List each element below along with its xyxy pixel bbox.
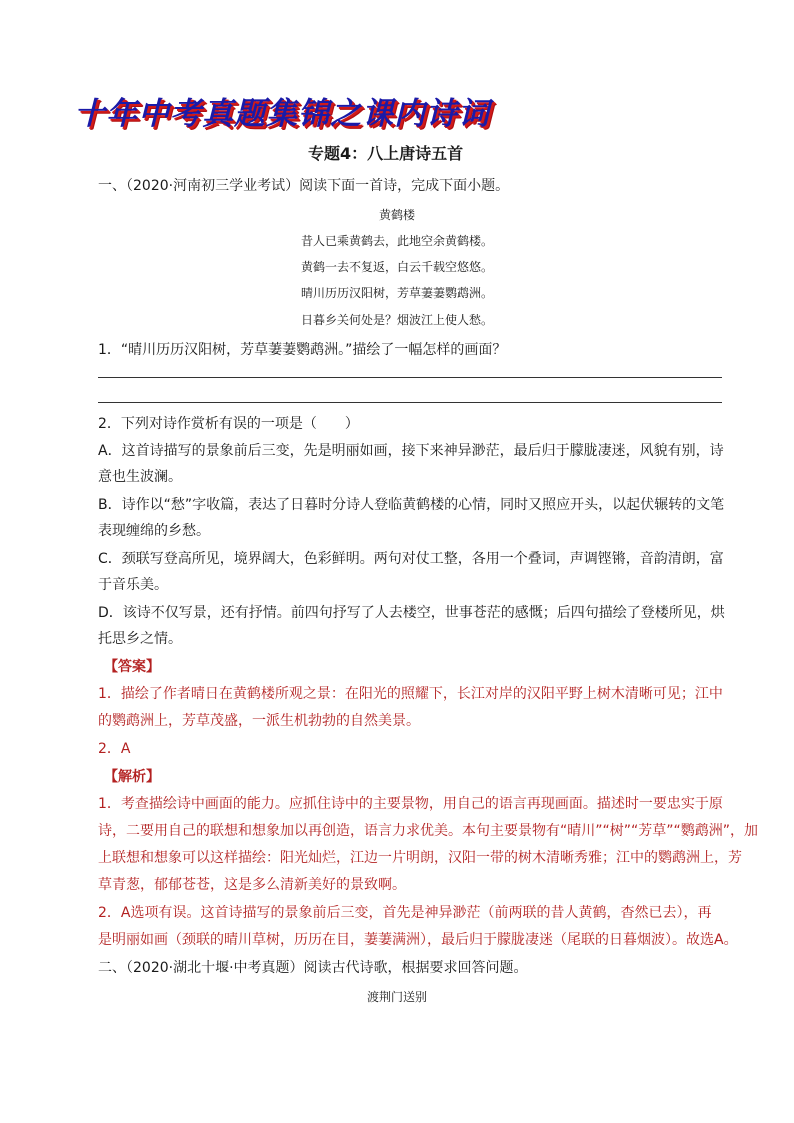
option-a-cont: 意也生波澜。 — [98, 469, 182, 485]
answer-line — [98, 402, 722, 403]
analysis-line: 草青葱，郁郁苍苍，这是多么清新美好的景致啊。 — [98, 877, 406, 893]
question-1: 1．“晴川历历汉阳树，芳草萋萋鹦鹉洲。”描绘了一幅怎样的画面？ — [98, 342, 507, 358]
option-c-cont: 于音乐美。 — [98, 577, 168, 593]
series-banner: 十年中考真题集锦之课内诗词 — [74, 96, 490, 132]
analysis-tag: 【解析】 — [104, 769, 160, 785]
poem-line: 黄鹤一去不复返，白云千载空悠悠。 — [300, 260, 493, 274]
analysis-line: 上联想和想象可以这样描绘：阳光灿烂，江边一片明朗，汉阳一带的树木清晰秀雅；江中的鹦鹉洲上，芳 — [98, 850, 742, 866]
analysis-line: 是明丽如画（颈联的晴川草树，历历在目，萋萋满洲），最后归于朦胧凄迷（尾联的日暮烟波）。故选A。 — [98, 932, 738, 948]
option-d: D．该诗不仅写景，还有抒情。前四句抒写了人去楼空，世事苍茫的感慨；后四句描绘了登楼所见，烘 — [98, 605, 725, 621]
q1-intro: 一、（2020·河南初三学业考试）阅读下面一首诗，完成下面小题。 — [98, 178, 510, 194]
option-b: B．诗作以“愁”字收篇，表达了日暮时分诗人登临黄鹤楼的心情，同时又照应开头，以起伏辗转的文笔 — [98, 497, 725, 513]
option-a: A．这首诗描写的景象前后三变，先是明丽如画，接下来神异渺茫，最后归于朦胧凄迷，风貌有别，诗 — [98, 443, 724, 459]
question-2: 2．下列对诗作赏析有误的一项是（ ） — [98, 416, 359, 432]
poem-line: 昔人已乘黄鹤去，此地空余黄鹤楼。 — [300, 234, 493, 248]
poem-line: 日暮乡关何处是？烟波江上使人愁。 — [300, 313, 493, 327]
q2-intro: 二、（2020·湖北十堰·中考真题）阅读古代诗歌，根据要求回答问题。 — [98, 960, 528, 976]
analysis-line: 2．A选项有误。这首诗描写的景象前后三变，首先是神异渺茫（前两联的昔人黄鹤，杳然已去），再 — [98, 905, 712, 921]
poem-line: 晴川历历汉阳树，芳草萋萋鹦鹉洲。 — [300, 286, 493, 300]
poem-title: 黄鹤楼 — [378, 208, 415, 222]
q2-poem-title: 渡荆门送别 — [366, 990, 427, 1004]
topic-title: 专题4：八上唐诗五首 — [308, 144, 464, 163]
option-c: C．颈联写登高所见，境界阔大，色彩鲜明。两句对仗工整，各用一个叠词，声调铿锵，音韵清朗，富 — [98, 551, 724, 567]
answer-line — [98, 377, 722, 378]
answer-line-text: 1．描绘了作者晴日在黄鹤楼所观之景：在阳光的照耀下，长江对岸的汉阳平野上树木清晰可见；江中 — [98, 686, 723, 702]
analysis-line: 1．考查描绘诗中画面的能力。应抓住诗中的主要景物，用自己的语言再现画面。描述时一要忠实于原 — [98, 796, 723, 812]
answer-tag: 【答案】 — [104, 659, 160, 675]
answer-line-text: 2．A — [98, 741, 131, 757]
analysis-line: 诗，二要用自己的联想和想象加以再创造，语言力求优美。本句主要景物有“晴川”“树”“芳草”“鹦鹉洲”，加 — [98, 823, 759, 839]
option-b-cont: 表现缠绵的乡愁。 — [98, 523, 210, 539]
answer-line-text: 的鹦鹉洲上，芳草茂盛，一派生机勃勃的自然美景。 — [98, 713, 420, 729]
option-d-cont: 托思乡之情。 — [98, 631, 182, 647]
